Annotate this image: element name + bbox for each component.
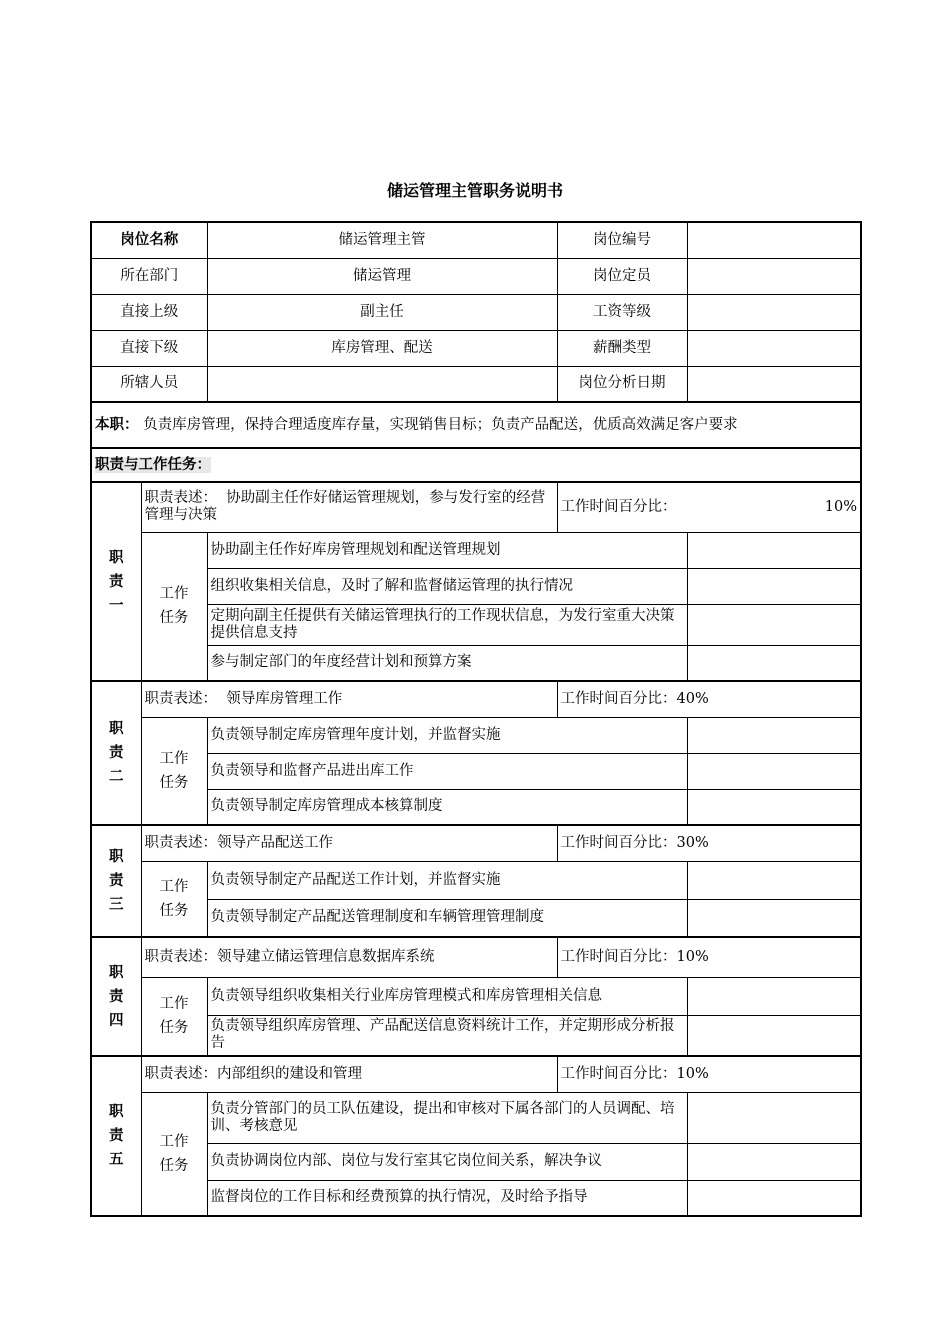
task-extra: [687, 753, 861, 789]
field-label: 岗位分析日期: [557, 366, 687, 402]
task-extra: [687, 604, 861, 645]
task-text: 负责领导组织库房管理、产品配送信息资料统计工作，并定期形成分析报告: [207, 1015, 687, 1056]
duty-desc-text: 内部组织的建设和管理: [217, 1065, 362, 1082]
task-label: 工作 任务: [141, 532, 207, 681]
field-label: 岗位名称: [91, 222, 207, 258]
duty-desc-row: [91, 482, 861, 532]
task-extra: [687, 532, 861, 568]
field-value: 储运管理: [207, 258, 557, 294]
duty-name: 职 责 二: [91, 681, 141, 825]
duty-desc-text: 领导产品配送工作: [217, 834, 333, 851]
task-label: 工作 任务: [141, 717, 207, 825]
task-text: 负责领导和监督产品进出库工作: [207, 753, 687, 789]
document-title: 储运管理主管职务说明书: [386, 181, 563, 200]
duty-name: 职 责 五: [91, 1056, 141, 1216]
duty-desc-text: 领导库房管理工作: [226, 690, 343, 707]
task-extra: [687, 645, 861, 681]
field-value: [687, 222, 861, 258]
duty-percentage-value: 30%: [676, 834, 709, 851]
duty-description: [141, 1056, 557, 1092]
duty-desc-label: 职责表述：: [144, 948, 217, 965]
job-description-sheet: [90, 221, 860, 1217]
task-row: [91, 977, 861, 1015]
task-label: 工作 任务: [141, 861, 207, 937]
field-value: 副主任: [207, 294, 557, 330]
task-text: 协助副主任作好库房管理规划和配送管理规划: [207, 532, 687, 568]
task-row: [91, 861, 861, 899]
task-extra: [687, 861, 861, 899]
task-row: [91, 1180, 861, 1216]
field-label: 所辖人员: [91, 366, 207, 402]
duty-percentage: 工作时间百分比：10%: [557, 1056, 861, 1092]
field-value: 储运管理主管: [207, 222, 557, 258]
duty-desc-label: 职责表述：: [144, 1065, 217, 1082]
duty-description: [141, 937, 557, 977]
main-duty-label: 本职：: [95, 416, 139, 433]
field-label: 薪酬类型: [557, 330, 687, 366]
task-text: 参与制定部门的年度经营计划和预算方案: [207, 645, 687, 681]
task-text: 负责协调岗位内部、岗位与发行室其它岗位间关系，解决争议: [207, 1143, 687, 1180]
task-extra: [687, 977, 861, 1015]
duty-desc-label: 职责表述：: [144, 834, 217, 851]
task-text: 负责领导制定产品配送工作计划，并监督实施: [207, 861, 687, 899]
duty-desc-row: [91, 1056, 861, 1092]
duty-percentage: 工作时间百分比：40%: [557, 681, 861, 717]
main-duty-text: 负责库房管理，保持合理适度库存量，实现销售目标；负责产品配送，优质高效满足客户要求: [143, 416, 738, 433]
task-row: [91, 1092, 861, 1143]
task-extra: [687, 789, 861, 825]
field-value: [687, 330, 861, 366]
task-label: 工作 任务: [141, 1092, 207, 1216]
duty-percentage-value: 10%: [824, 498, 857, 515]
task-extra: [687, 1015, 861, 1056]
task-row: [91, 1143, 861, 1180]
task-text: 负责分管部门的员工队伍建设，提出和审核对下属各部门的人员调配、培训、考核意见: [207, 1092, 687, 1143]
duty-percentage: 工作时间百分比： 10%: [557, 482, 861, 532]
duty-description: [141, 482, 557, 532]
duty-desc-text: 协助副主任作好储运管理规划，参与发行室的经营管理与决策: [144, 490, 546, 524]
task-text: 监督岗位的工作目标和经费预算的执行情况，及时给予指导: [207, 1180, 687, 1216]
duty-percentage: 工作时间百分比：10%: [557, 937, 861, 977]
task-text: 定期向副主任提供有关储运管理执行的工作现状信息，为发行室重大决策提供信息支持: [207, 604, 687, 645]
task-extra: [687, 1180, 861, 1216]
duty-name: 职 责 四: [91, 937, 141, 1056]
task-text: 负责领导制定产品配送管理制度和车辆管理管理制度: [207, 899, 687, 937]
task-row: [91, 789, 861, 825]
task-text: 组织收集相关信息，及时了解和监督储运管理的执行情况: [207, 568, 687, 604]
task-row: [91, 604, 861, 645]
duty-desc-text: 领导建立储运管理信息数据库系统: [217, 948, 435, 965]
duty-desc-row: [91, 937, 861, 977]
field-label: 直接下级: [91, 330, 207, 366]
task-extra: [687, 568, 861, 604]
task-row: [91, 717, 861, 753]
main-duty: [91, 402, 861, 448]
task-row: [91, 753, 861, 789]
field-label: 直接上级: [91, 294, 207, 330]
duty-desc-label: 职责表述：: [144, 490, 217, 507]
duty-desc-row: [91, 681, 861, 717]
duty-percentage: 工作时间百分比：30%: [557, 825, 861, 861]
task-label: 工作 任务: [141, 977, 207, 1056]
duty-percentage-value: 10%: [676, 1065, 709, 1082]
header-row: [91, 294, 861, 330]
task-text: 负责领导制定库房管理成本核算制度: [207, 789, 687, 825]
duty-description: [141, 681, 557, 717]
field-label: 所在部门: [91, 258, 207, 294]
duties-header: [91, 448, 861, 482]
task-row: [91, 568, 861, 604]
duty-desc-label: 职责表述：: [144, 690, 217, 707]
task-extra: [687, 1092, 861, 1143]
field-label: 岗位定员: [557, 258, 687, 294]
field-value: [207, 366, 557, 402]
field-label: 岗位编号: [557, 222, 687, 258]
header-row: [91, 258, 861, 294]
task-text: 负责领导制定库房管理年度计划，并监督实施: [207, 717, 687, 753]
duty-name: 职 责 三: [91, 825, 141, 937]
task-extra: [687, 717, 861, 753]
duties-header-label: 职责与工作任务：: [95, 456, 211, 473]
task-extra: [687, 1143, 861, 1180]
field-label: 工资等级: [557, 294, 687, 330]
duties-header-row: [91, 448, 861, 482]
field-value: [687, 258, 861, 294]
duty-name: 职 责 一: [91, 482, 141, 681]
task-row: [91, 1015, 861, 1056]
header-row: [91, 222, 861, 258]
task-row: [91, 645, 861, 681]
field-value: [687, 366, 861, 402]
job-description-table: [90, 221, 862, 1217]
header-row: [91, 330, 861, 366]
task-row: [91, 532, 861, 568]
main-duty-row: [91, 402, 861, 448]
duty-percentage-value: 10%: [676, 948, 709, 965]
duty-desc-row: [91, 825, 861, 861]
duty-description: [141, 825, 557, 861]
field-value: [687, 294, 861, 330]
duty-percentage-value: 40%: [676, 690, 709, 707]
task-text: 负责领导组织收集相关行业库房管理模式和库房管理相关信息: [207, 977, 687, 1015]
task-extra: [687, 899, 861, 937]
task-row: [91, 899, 861, 937]
header-row: [91, 366, 861, 402]
field-value: 库房管理、配送: [207, 330, 557, 366]
